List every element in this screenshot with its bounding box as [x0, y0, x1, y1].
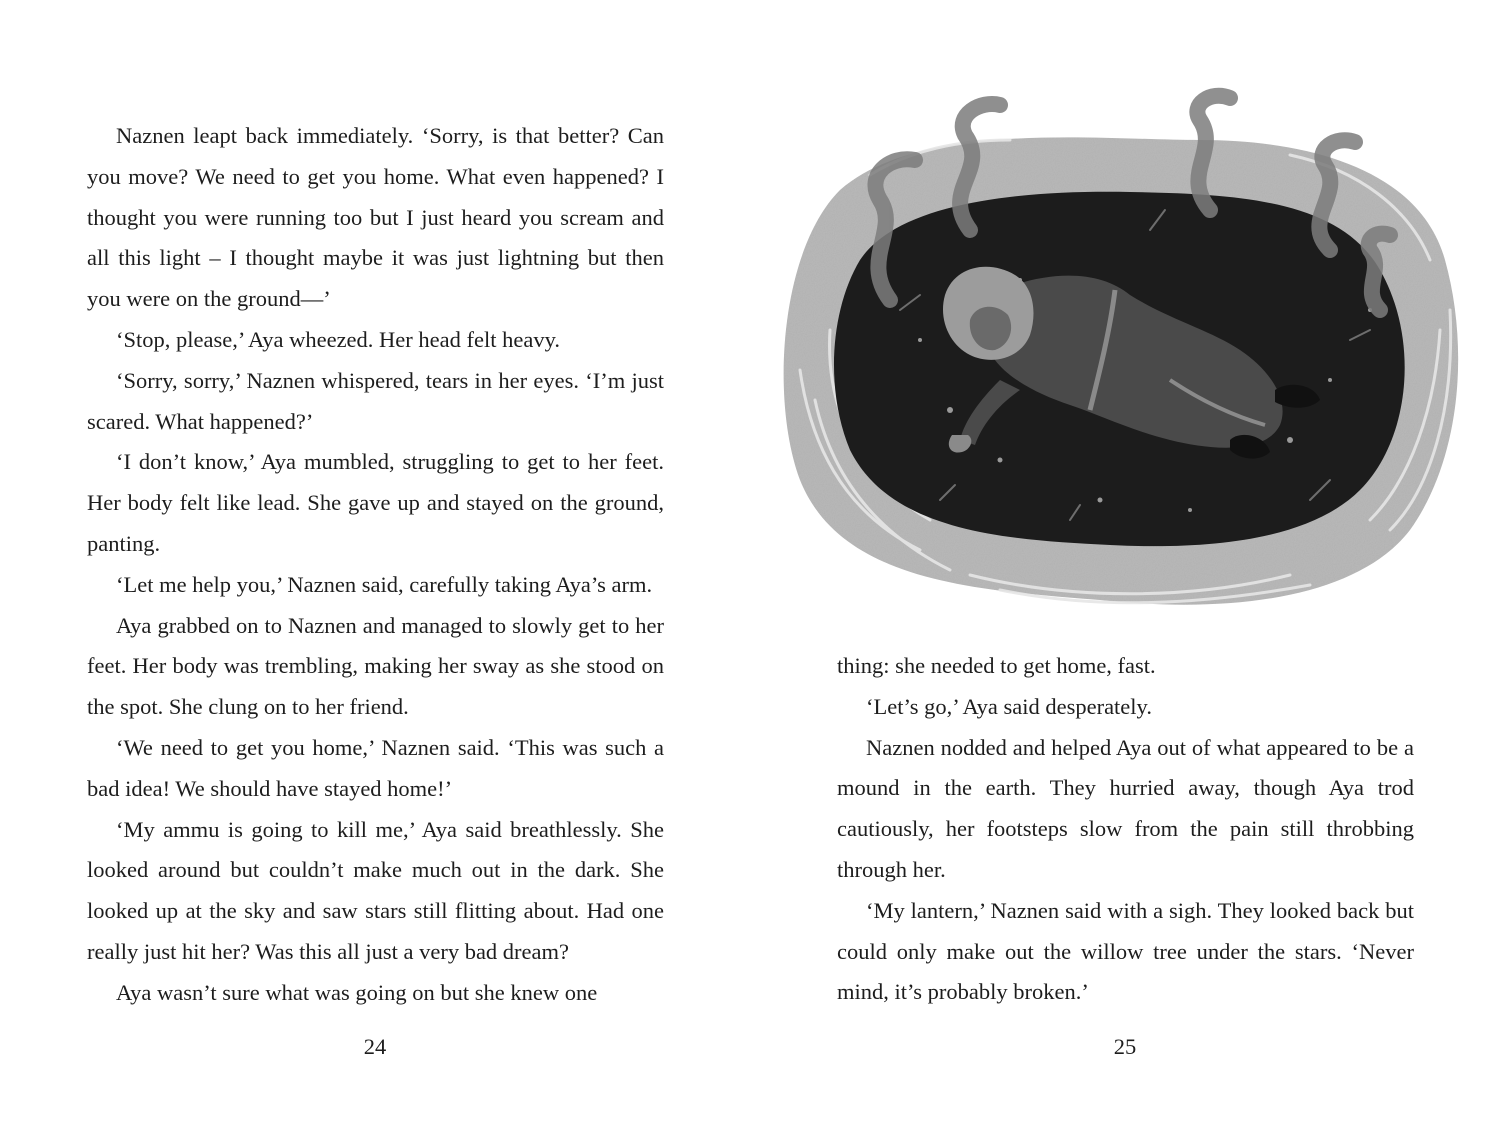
paragraph: ‘Sorry, sorry,’ Naznen whispered, tears in her eyes. ‘I’m just scared. What happened?’ [87, 367, 664, 434]
paragraph: ‘I don’t know,’ Aya mumbled, struggling to get to her feet. Her body felt like lead. She gave up and stayed on the ground, panting. [87, 449, 664, 556]
paragraph: thing: she needed to get home, fast. [837, 653, 1156, 678]
paragraph: ‘My lantern,’ Naznen said with a sigh. They looked back but could only make out the willow tree under the stars. ‘Never mind, it’s probably broken.’ [837, 897, 1414, 1005]
paragraph: Naznen nodded and helped Aya out of what appeared to be a mound in the earth. They hurried away, though Aya trod cautiously, her footsteps slow from the pain still throbbing through her. [837, 734, 1414, 882]
paragraph: Aya grabbed on to Naznen and managed to slowly get to her feet. Her body was trembling, making her sway as she stood on the spot. She clung on to her friend. [87, 612, 664, 720]
page-number: 25 [1113, 1034, 1137, 1059]
right-page-text [837, 646, 1414, 1013]
right-page [750, 0, 1500, 1137]
paragraph: Naznen leapt back immediately. ‘Sorry, is that better? Can you move? We need to get you home. What even happened? I thought you were running too but I just heard you scream and all this light – I thought maybe it was just lightning but then you were on the ground—’ [87, 123, 664, 312]
paragraph: Aya wasn’t sure what was going on but she knew one [116, 979, 598, 1005]
paragraph: ‘My ammu is going to kill me,’ Aya said breathlessly. She looked around but couldn’t make much out in the dark. She looked up at the sky and saw stars still flitting about. Had one really just hit her? Was this all just a very bad dream? [87, 816, 664, 964]
left-page-text [87, 116, 664, 1014]
paragraph: ‘Stop, please,’ Aya wheezed. Her head felt heavy. [116, 326, 560, 352]
paragraph: ‘Let’s go,’ Aya said desperately. [866, 693, 1152, 719]
paragraph: ‘We need to get you home,’ Naznen said. ‘This was such a bad idea! We should have stayed home!’ [87, 734, 664, 801]
paragraph: ‘Let me help you,’ Naznen said, carefully taking Aya’s arm. [116, 571, 653, 597]
page-number: 24 [363, 1034, 387, 1059]
girl-lying-in-crater-illustration [770, 80, 1460, 620]
